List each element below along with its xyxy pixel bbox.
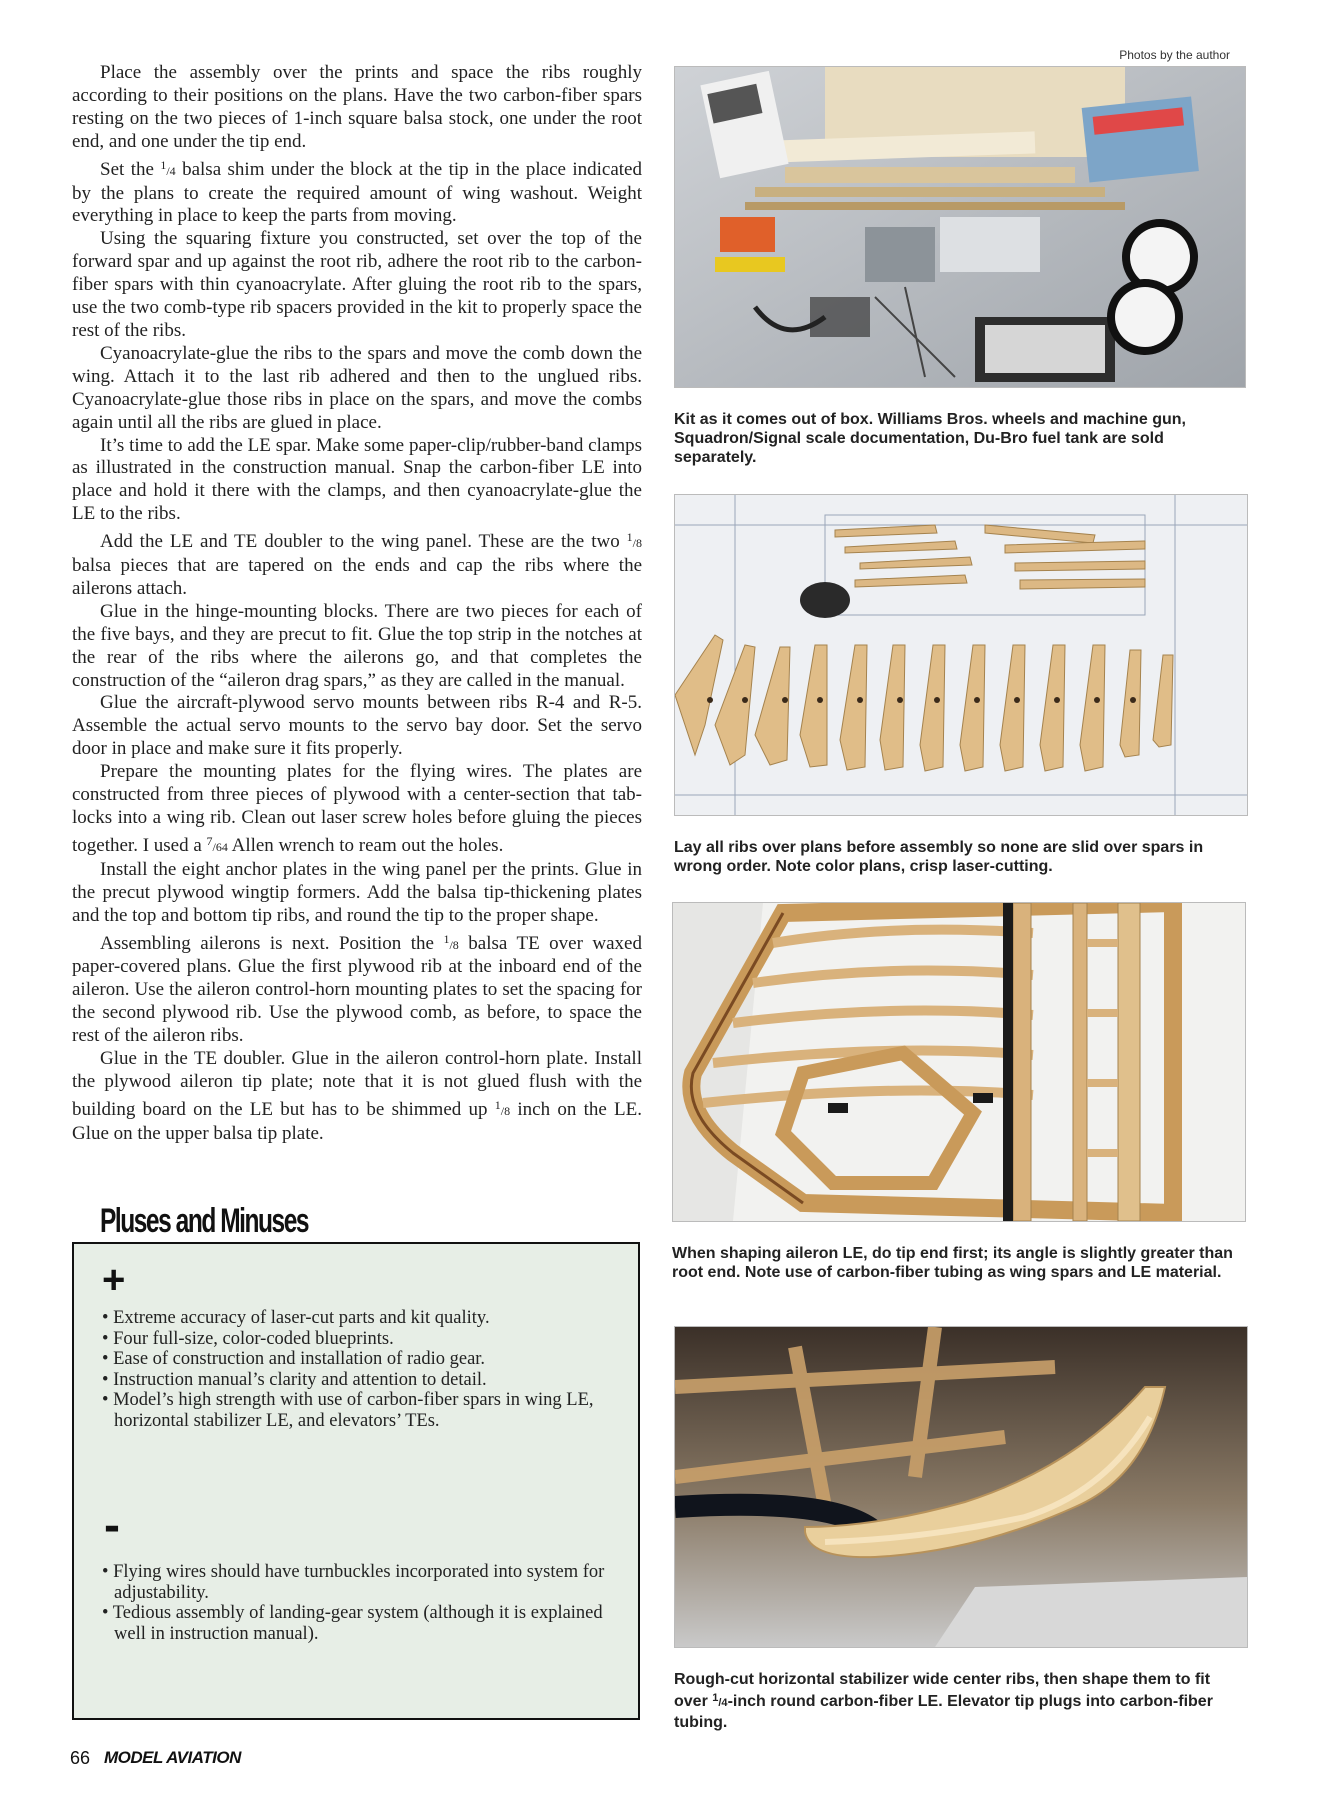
paragraph: Glue in the TE doubler. Glue in the aileron control-horn plate. Install the plywood aileron tip plate; note that it is not glued flush with the building board on the LE but has to be shimmed up $^1$/8 inch on the LE. Glue on the upper balsa tip plate. xyxy=(72,1048,642,1144)
photo-ribs-on-plans xyxy=(674,494,1248,816)
paragraph: Add the LE and TE doubler to the wing panel. These are the two $^1$/8 balsa pieces that are tapered on the ends and cap the ribs where the ailerons attach. xyxy=(72,530,642,599)
page-number: 66 xyxy=(70,1748,91,1768)
kit-contents-image xyxy=(675,67,1245,387)
list-item: • Model’s high strength with use of carbon-fiber spars in wing LE, horizontal stabilizer LE, and elevators’ TEs. xyxy=(102,1390,594,1431)
caption-wing-tip: When shaping aileron LE, do tip end first; its angle is slightly greater than root end. Note use of carbon-fiber tubing as wing spars and LE material. xyxy=(672,1245,1233,1281)
minuses-list xyxy=(102,1562,622,1644)
list-item: • Ease of construction and installation of radio gear. xyxy=(102,1349,486,1369)
photo-credit: Photos by the author xyxy=(1119,48,1230,62)
photo-stabilizer-tip xyxy=(674,1326,1248,1648)
minus-icon: - xyxy=(104,1499,120,1552)
plus-icon: + xyxy=(102,1258,126,1302)
paragraph: Cyanoacrylate-glue the ribs to the spars and move the comb down the wing. Attach it to the last rib adhered and then to the unglued ribs. Cyanoacrylate-glue those ribs in place on the spars, and move the combs again until all the ribs are glued in place. xyxy=(72,342,642,433)
list-item: • Extreme accuracy of laser-cut parts and kit quality. xyxy=(102,1308,490,1328)
article-body xyxy=(72,62,642,1146)
list-item: • Instruction manual’s clarity and attention to detail. xyxy=(102,1369,487,1390)
pluses-minuses-title: Pluses and Minuses xyxy=(100,1202,309,1240)
paragraph: Place the assembly over the prints and space the ribs roughly according to their positions on the plans. Have the two carbon-fiber spars resting on the two pieces of 1-inch square balsa stock, one under the root end, and one under the tip end. xyxy=(72,62,642,152)
list-item: • Tedious assembly of landing-gear system (although it is explained well in instruction manual). xyxy=(102,1603,603,1644)
paragraph: Assembling ailerons is next. Position the $^1$/8 balsa TE over waxed paper-covered plans. Glue the first plywood rib at the inboard end of the aileron. Use the aileron control-horn mounting plates to set the spacing for the second plywood rib. Use the plywood comb, as before, to space the rest of the aileron ribs. xyxy=(72,931,642,1047)
paragraph: It’s time to add the LE spar. Make some paper-clip/rubber-band clamps as illustrated in the construction manual. Snap the carbon-fiber LE into place and hold it there with the clamps, and then cyanoacrylate-glue the LE to the ribs. xyxy=(72,434,642,525)
paragraph: Glue the aircraft-plywood servo mounts between ribs R-4 and R-5. Assemble the actual servo mounts to the servo bay door. Set the servo door in place and make sure it fits properly. xyxy=(72,692,642,760)
paragraph: Prepare the mounting plates for the flying wires. The plates are constructed from three pieces of plywood with a center-section that tab-locks into a wing rib. Clean out laser screw holes before gluing the pieces together. I used a $^7$/64 Allen wrench to ream out the holes. xyxy=(72,761,642,856)
stabilizer-tip-image xyxy=(675,1327,1247,1647)
caption-kit-contents: Kit as it comes out of box. Williams Bros. wheels and machine gun, Squadron/Signal scale documentation, Du-Bro fuel tank are sold separately. xyxy=(674,411,1186,466)
paragraph: Set the $^1$/4 balsa shim under the block at the tip in the place indicated by the plans to create the required amount of wing washout. Weight everything in place to keep the parts from moving. xyxy=(72,157,642,227)
photo-wing-tip xyxy=(672,902,1246,1222)
wing-tip-image xyxy=(673,903,1245,1221)
list-item: • Four full-size, color-coded blueprints. xyxy=(102,1328,394,1349)
caption-ribs-on-plans: Lay all ribs over plans before assembly so none are slid over spars in wrong order. Note color plans, crisp laser-cutting. xyxy=(674,839,1204,875)
pluses-minuses-box xyxy=(72,1242,640,1720)
pluses-list xyxy=(102,1308,622,1431)
paragraph: Using the squaring fixture you constructed, set over the top of the forward spar and up against the root rib, adhere the root rib to the carbon-fiber spars with thin cyanoacrylate. After gluing the root rib to the spars, use the two comb-type rib spacers provided in the kit to properly space the rest of the ribs. xyxy=(72,228,642,341)
caption-stabilizer-tip: Rough-cut horizontal stabilizer wide center ribs, then shape them to fit over $^1$/4-inch round carbon-fiber LE. Elevator tip plugs into carbon-fiber tubing. xyxy=(674,1671,1213,1731)
ribs-on-plans-image xyxy=(675,495,1247,815)
photo-kit-contents xyxy=(674,66,1246,388)
list-item: • Flying wires should have turnbuckles incorporated into system for adjustability. xyxy=(102,1562,605,1603)
magazine-name: MODEL AVIATION xyxy=(104,1748,241,1767)
paragraph: Glue in the hinge-mounting blocks. There are two pieces for each of the five bays, and they are precut to fit. Glue the top strip in the notches at the rear of the ribs where the ailerons go, and that completes the construction of the “aileron drag spars,” as they are called in the manual. xyxy=(72,600,642,691)
paragraph: Install the eight anchor plates in the wing panel per the prints. Glue in the precut plywood wingtip formers. Add the balsa tip-thickening plates and the top and bottom tip ribs, and round the tip to the proper shape. xyxy=(72,858,642,926)
